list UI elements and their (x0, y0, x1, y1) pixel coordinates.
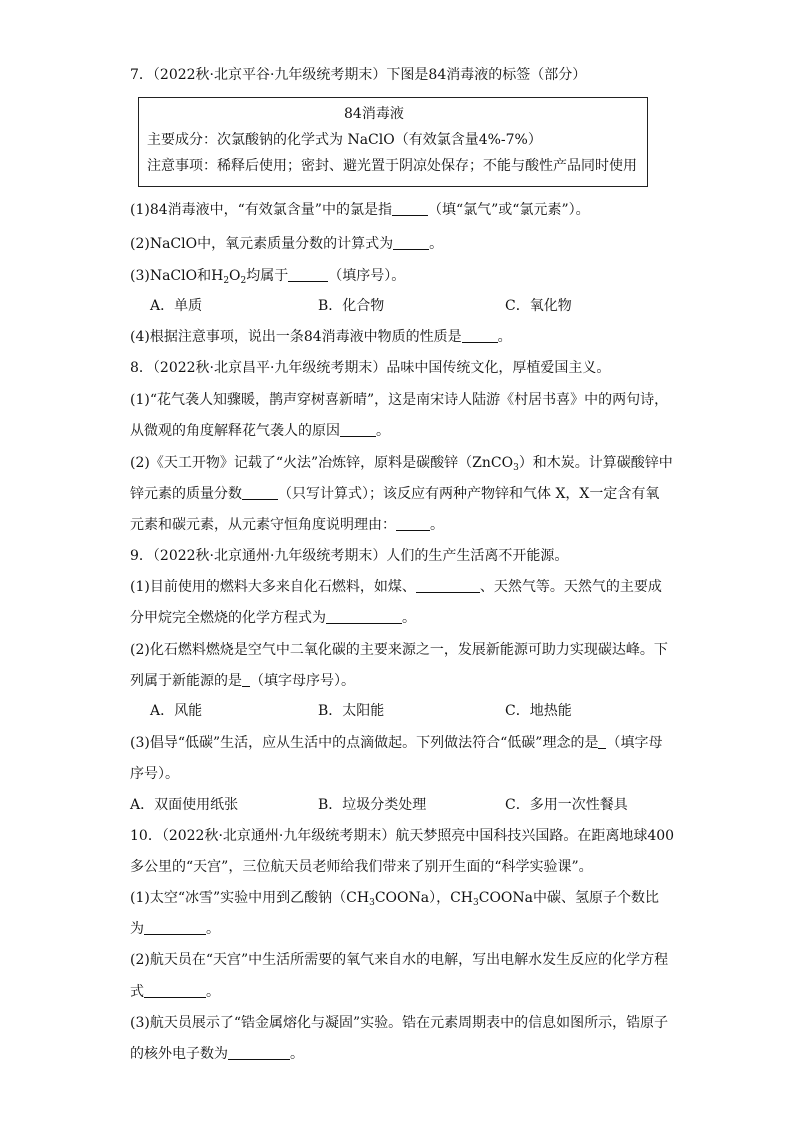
q10-p3-text: (3)航天员展示了“锆金属熔化与凝固”实验。锆在元素周期表中的信息如图所示，锆原子 (130, 1015, 669, 1031)
q7-p3-text-b: 均属于 (246, 268, 289, 284)
option-b[interactable]: B．化合物 (318, 298, 385, 314)
question-9-part-3-options (130, 795, 690, 815)
question-10-stem-text-2: 多公里的“天宫”，三位航天员老师给我们带来了别开生面的“科学实验课”。 (130, 859, 593, 875)
q10-p1-sub-1: 3 (369, 898, 375, 908)
answer-blank[interactable] (242, 485, 278, 500)
question-8-stem-text: 8．（2022秋·北京昌平·九年级统考期末）品味中国传统文化，厚植爱国主义。 (130, 360, 611, 376)
question-10-part-3-line-2 (130, 1044, 690, 1064)
question-7-stem-text: 7．（2022秋·北京平谷·九年级统考期末）下图是84消毒液的标签（部分） (130, 67, 587, 83)
answer-blank[interactable] (326, 609, 402, 624)
q9-p2-text-b: （填字母序号）。 (250, 673, 355, 689)
question-7-stem (130, 65, 690, 85)
question-9-part-1-line-1 (130, 577, 690, 597)
q9-p2-text: (2)化石燃料燃烧是空气中二氧化碳的主要来源之一，发展新能源可助力实现碳达峰。下 (130, 642, 668, 658)
question-10-part-1-line-1 (130, 888, 690, 908)
q10-p3-text-a: 的核外电子数为 (130, 1046, 228, 1062)
q9-p2-text-a: 列属于新能源的是 (130, 673, 242, 689)
question-8-part-2-line-2 (130, 484, 690, 504)
label-title: 84消毒液 (344, 106, 404, 122)
q9-p1-text-a: (1)目前使用的燃料大多来自化石燃料，如煤、 (130, 579, 416, 595)
q9-p1-text-c: 分甲烷完全燃烧的化学方程式为 (130, 610, 326, 626)
q10-p1-text-d: 为 (130, 921, 144, 937)
q10-p2-text-a: 式 (130, 984, 144, 1000)
question-10-part-2-line-1 (130, 950, 690, 970)
q8-p2-text-d: （只写计算式）；该反应有两种产物锌和气体 X，X一定含有氧 (278, 486, 660, 502)
q10-p1-text-a: (1)太空“冰雪”实验中用到乙酸钠（CH (130, 890, 370, 906)
question-9-part-1-line-2 (130, 608, 690, 628)
answer-blank[interactable] (144, 920, 206, 935)
question-9-part-2-line-2 (130, 671, 690, 691)
question-8-part-2-line-1 (130, 453, 690, 473)
q10-p3-text-b: 。 (290, 1046, 304, 1062)
q8-p1-text: (1)“花气袭人知骤暖，鹊声穿树喜新晴”，这是南宋诗人陆游《村居书喜》中的两句诗， (130, 392, 669, 408)
question-7-part-1 (130, 200, 690, 220)
q10-p2-text: (2)航天员在“天宫”中生活所需要的氧气来自水的电解，写出电解水发生反应的化学方程 (130, 952, 669, 968)
question-9-part-3-line-2 (130, 764, 690, 784)
question-10-part-2-line-2 (130, 982, 690, 1002)
q7-p3-text-a: (3)NaClO和H (130, 268, 224, 284)
q10-p1-text-e: 。 (206, 921, 220, 937)
question-9-part-2-line-1 (130, 640, 690, 660)
answer-blank[interactable] (392, 201, 428, 216)
q7-p1-text-a: (1)84消毒液中，“有效氯含量”中的氯是指 (130, 202, 392, 218)
q7-p1-text-b: （填“氯气”或“氯元素”）。 (427, 202, 590, 218)
option-a[interactable]: A．单质 (150, 298, 203, 314)
q9-p3-text-a: (3)倡导“低碳”生活，应从生活中的点滴做起。下列做法符合“低碳”理念的是 (130, 735, 599, 751)
q8-p1-text-a: 从微观的角度解释花气袭人的原因 (130, 423, 340, 439)
q10-p1-sub-2: 3 (473, 898, 479, 908)
option-c[interactable]: C．多用一次性餐具 (505, 797, 628, 813)
answer-blank[interactable] (144, 983, 206, 998)
answer-blank[interactable] (416, 578, 480, 593)
q8-p2-sub: 3 (513, 463, 519, 473)
question-9-part-2-options (130, 701, 690, 721)
label-ingredient: 主要成分：次氯酸钠的化学式为 NaClO（有效氯含量4%-7%） (147, 132, 542, 148)
option-c[interactable]: C．地热能 (505, 703, 572, 719)
q9-p1-text-d: 。 (402, 610, 416, 626)
question-10-stem-text: 10．（2022秋·北京通州·九年级统考期末）航天梦照亮中国科技兴国路。在距离地球400 (130, 828, 675, 844)
q7-p3-text-mid: O (229, 268, 241, 284)
q8-p2-text-c: 锌元素的质量分数 (130, 486, 242, 502)
q8-p2-text-e: 元素和碳元素，从元素守恒角度说明理由： (130, 517, 396, 533)
question-7-part-4 (130, 327, 690, 347)
q7-p3-sub-2: 2 (240, 276, 247, 286)
q9-p3-text-b: （填字母 (606, 735, 663, 751)
disinfectant-label-box (138, 97, 648, 187)
question-10-stem-line-1 (130, 826, 690, 846)
q7-p3-sub-1: 2 (223, 276, 230, 286)
q7-p2-text-b: 。 (429, 236, 444, 252)
option-a[interactable]: A．风能 (150, 703, 203, 719)
q8-p2-text-b: ）和木炭。计算碳酸锌中 (518, 455, 673, 471)
question-7-part-3 (130, 266, 690, 286)
q7-p4-text-a: (4)根据注意事项，说出一条84消毒液中物质的性质是 (130, 329, 462, 345)
q10-p1-text-c: COONa中碳、氢原子个数比 (478, 890, 659, 906)
question-10-part-3-line-1 (130, 1013, 690, 1033)
q8-p2-text-a: (2)《天工开物》记载了“火法”冶炼锌，原料是碳酸锌（ZnCO (130, 455, 514, 471)
answer-blank[interactable] (396, 516, 430, 531)
question-10-stem-line-2 (130, 857, 690, 877)
option-a[interactable]: A．双面使用纸张 (130, 797, 239, 813)
q7-p2-text-a: (2)NaClO中，氧元素质量分数的计算式为 (130, 236, 394, 252)
question-9-stem-text: 9．（2022秋·北京通州·九年级统考期末）人们的生产生活离不开能源。 (130, 548, 569, 564)
option-c[interactable]: C．氧化物 (505, 298, 572, 314)
question-7-part-3-options (130, 296, 690, 316)
q7-p3-text-c: （填序号）。 (328, 268, 406, 284)
question-8-part-1-line-1 (130, 390, 690, 410)
answer-blank[interactable] (340, 422, 376, 437)
question-8-part-1-line-2 (130, 421, 690, 441)
answer-blank[interactable] (288, 267, 328, 282)
answer-blank[interactable] (393, 235, 429, 250)
question-9-stem (130, 546, 690, 566)
q9-p1-text-b: 、天然气等。天然气的主要成 (479, 579, 662, 595)
q8-p2-text-f: 。 (430, 517, 444, 533)
q8-p1-text-b: 。 (376, 423, 390, 439)
q7-p4-text-b: 。 (497, 329, 512, 345)
question-9-part-3-line-1 (130, 733, 690, 753)
question-10-part-1-line-2 (130, 919, 690, 939)
option-b[interactable]: B．太阳能 (318, 703, 385, 719)
answer-blank[interactable] (242, 672, 250, 687)
answer-blank[interactable] (228, 1045, 290, 1060)
q10-p2-text-b: 。 (206, 984, 220, 1000)
label-notes: 注意事项：稀释后使用；密封、避光置于阴凉处保存；不能与酸性产品同时使用 (147, 158, 637, 174)
question-8-part-2-line-3 (130, 515, 690, 535)
answer-blank[interactable] (462, 328, 498, 343)
option-b[interactable]: B．垃圾分类处理 (318, 797, 427, 813)
q10-p1-text-b: COONa），CH (374, 890, 473, 906)
question-8-stem (130, 358, 690, 378)
question-7-part-2 (130, 234, 690, 254)
q9-p3-text-c: 序号）。 (130, 766, 179, 782)
